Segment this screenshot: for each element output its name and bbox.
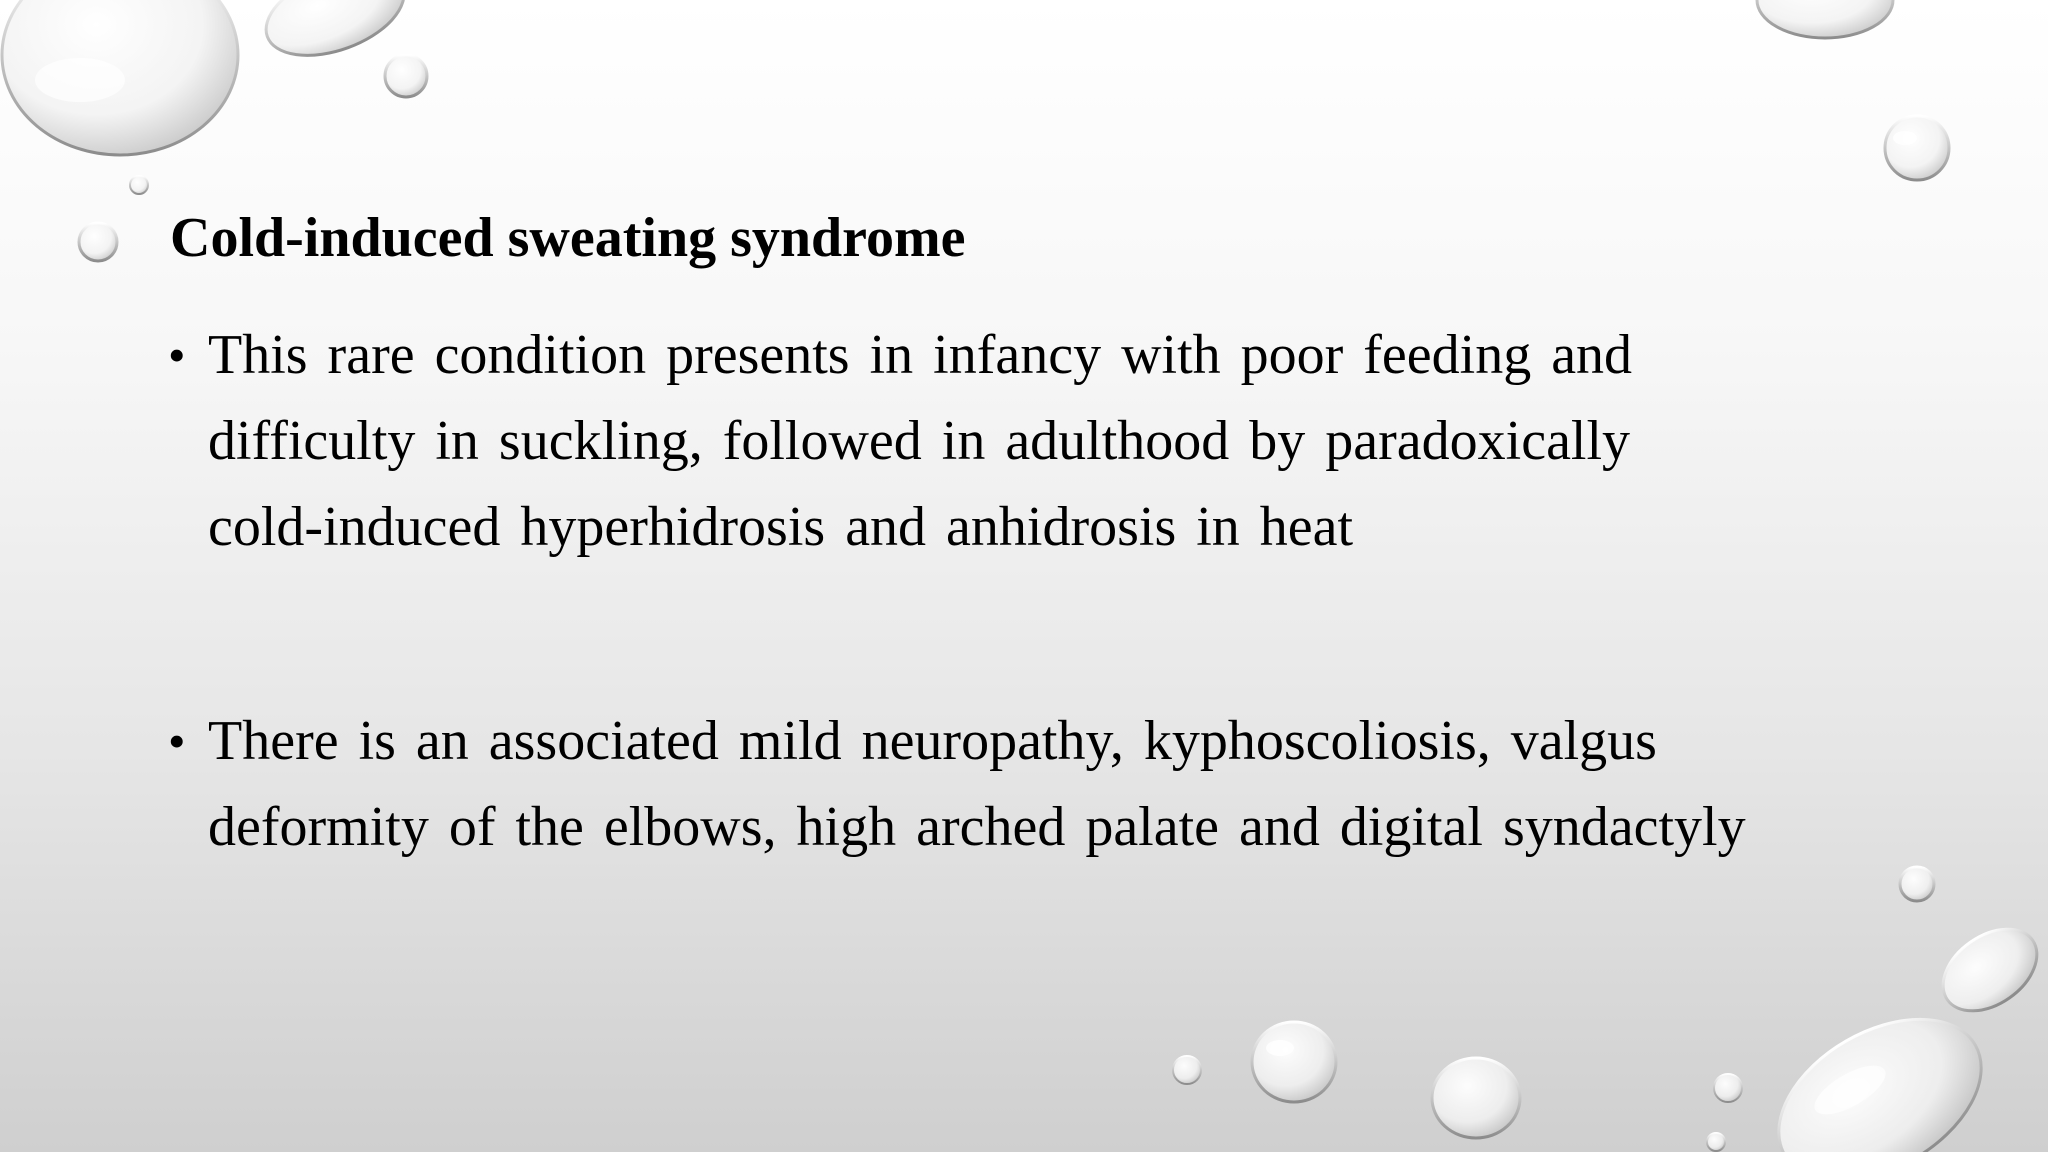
droplet-top-right (1757, 0, 1893, 38)
bullet-text (208, 698, 1868, 870)
bullet-item-1 (168, 312, 1868, 570)
bullet-list (168, 312, 1868, 870)
bullet-marker: • (168, 713, 186, 769)
bullet-text (208, 312, 1868, 570)
bullet-line: cold-induced hyperhidrosis and anhidrosis in heat (208, 496, 1354, 558)
droplet-bottom-right-tiny-2 (1707, 1133, 1725, 1151)
droplet-bottom-center-medium (1252, 1022, 1336, 1102)
droplet-bottom-center-large (1432, 1058, 1520, 1138)
droplet-small-left-title (79, 223, 117, 261)
slide-title: Cold-induced sweating syndrome (170, 207, 966, 269)
droplet-tiny-top-left (130, 176, 148, 194)
bullet-line: This rare condition presents in infancy with poor feeding and (208, 324, 1633, 386)
bullet-marker: • (168, 327, 186, 383)
bullet-line: difficulty in suckling, followed in adulthood by paradoxically (208, 410, 1631, 472)
droplet-large-top-left (2, 0, 238, 155)
droplet-right-small (1900, 867, 1934, 901)
bullet-item-2 (168, 698, 1868, 870)
droplet-bottom-center-tiny (1173, 1056, 1201, 1084)
droplet-bottom-right-tiny-1 (1714, 1074, 1742, 1102)
droplet-small-top-left (385, 55, 427, 97)
droplet-right-elongated (1928, 912, 2048, 1027)
bullet-line: deformity of the elbows, high arched palate and digital syndactyly (208, 796, 1746, 858)
droplet-right-upper (1885, 116, 1949, 180)
bullet-line: There is an associated mild neuropathy, kyphoscoliosis, valgus (208, 710, 1657, 772)
